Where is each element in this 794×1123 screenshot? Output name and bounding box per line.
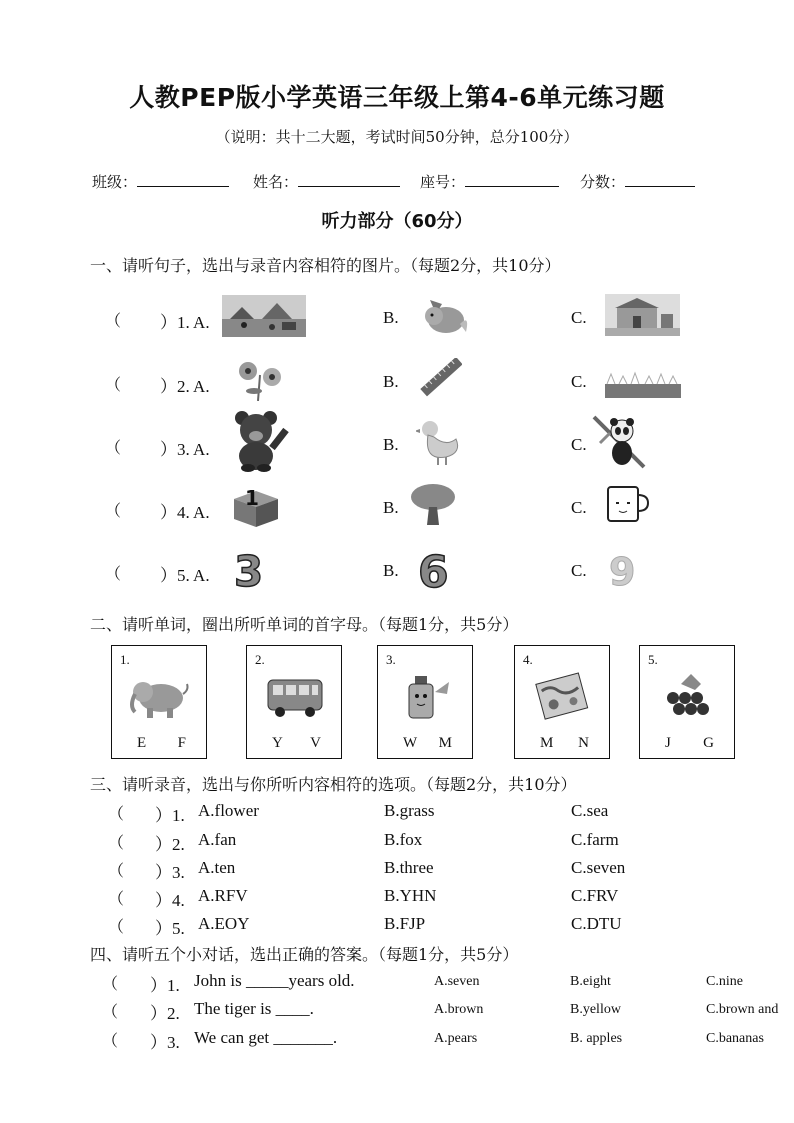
- letter-card[interactable]: [111, 645, 207, 759]
- answer-paren[interactable]: （: [108, 833, 125, 852]
- section2-title: 二、请听单词，圈出所听单词的首字母。（每题1分，共5分）: [90, 615, 519, 634]
- question-number: ）4. A.: [160, 503, 210, 522]
- section1-title: 一、请听句子，选出与录音内容相符的图片。（每题2分，共10分）: [90, 256, 561, 275]
- option-c-label: C.: [571, 308, 587, 327]
- letter-option-left[interactable]: E: [137, 735, 147, 751]
- page-subtitle: （说明：共十二大题，考试时间50分钟，总分100分）: [215, 128, 579, 146]
- option-b-label: B.: [383, 308, 399, 327]
- option-c-label: C.: [571, 435, 587, 454]
- flower-icon[interactable]: [232, 355, 288, 401]
- answer-paren[interactable]: （: [108, 889, 125, 908]
- option-c[interactable]: C.brown and: [706, 1002, 779, 1017]
- option-a[interactable]: A.pears: [434, 1031, 478, 1046]
- listening-section-heading: 听力部分（60分）: [321, 211, 473, 232]
- farm-picture-icon[interactable]: [222, 295, 306, 337]
- grass-icon[interactable]: [605, 370, 681, 398]
- elephant-icon: [129, 672, 191, 722]
- option-b[interactable]: B.fox: [384, 830, 423, 849]
- page-title: 人教PEP版小学英语三年级上第4-6单元练习题: [129, 83, 665, 112]
- water-bottle-icon: [395, 672, 457, 722]
- ruler-icon[interactable]: [418, 358, 462, 398]
- option-b[interactable]: B.FJP: [384, 914, 426, 933]
- fox-icon[interactable]: [420, 294, 470, 338]
- option-b-label: B.: [383, 372, 399, 391]
- class-label: 班级：: [92, 173, 138, 191]
- option-a[interactable]: A.fan: [198, 830, 237, 849]
- option-a[interactable]: A.EOY: [198, 914, 250, 933]
- answer-paren[interactable]: （: [105, 501, 122, 520]
- map-icon: [532, 672, 594, 722]
- option-c[interactable]: C.farm: [571, 830, 619, 849]
- option-c-label: C.: [571, 498, 587, 517]
- option-c[interactable]: C.DTU: [571, 914, 622, 933]
- answer-paren[interactable]: （: [102, 1002, 119, 1021]
- score-blank[interactable]: [625, 170, 695, 187]
- svg-text:6: 6: [418, 547, 449, 591]
- question-number: ）3.: [150, 1033, 180, 1052]
- answer-paren[interactable]: （: [105, 311, 122, 330]
- option-b[interactable]: B.grass: [384, 801, 435, 820]
- answer-paren[interactable]: （: [108, 917, 125, 936]
- letter-card[interactable]: [246, 645, 342, 759]
- question-number: ）3.: [155, 863, 185, 882]
- card-number: 1.: [120, 652, 130, 667]
- letter-option-left[interactable]: W: [403, 735, 418, 751]
- letter-card[interactable]: [639, 645, 735, 759]
- svg-text:3: 3: [234, 547, 264, 590]
- number-nine-icon[interactable]: [605, 547, 641, 589]
- option-b-label: B.: [383, 561, 399, 580]
- grapes-icon: [657, 672, 719, 722]
- option-b[interactable]: B.YHN: [384, 886, 437, 905]
- number-three-icon[interactable]: [232, 546, 264, 590]
- answer-paren[interactable]: （: [102, 1031, 119, 1050]
- option-c-label: C.: [571, 561, 587, 580]
- question-text: John is _____years old.: [194, 971, 355, 990]
- letter-option-left[interactable]: J: [665, 735, 671, 751]
- tree-icon[interactable]: [408, 481, 458, 527]
- name-blank[interactable]: [298, 170, 400, 187]
- class-blank[interactable]: [137, 170, 229, 187]
- duck-icon[interactable]: [416, 417, 462, 467]
- seat-blank[interactable]: [465, 170, 559, 187]
- question-number: ）1.: [150, 976, 180, 995]
- letter-option-right[interactable]: F: [177, 735, 186, 751]
- option-a[interactable]: A.RFV: [198, 886, 248, 905]
- section3-title: 三、请听录音，选出与你所听内容相符的选项。（每题2分，共10分）: [90, 775, 577, 794]
- option-b-label: B.: [383, 435, 399, 454]
- option-b[interactable]: B.yellow: [570, 1002, 621, 1017]
- option-b[interactable]: B.three: [384, 858, 434, 877]
- card-number: 3.: [386, 652, 396, 667]
- svg-text:1: 1: [245, 486, 259, 510]
- option-c-label: C.: [571, 372, 587, 391]
- section4-title: 四、请听五个小对话，选出正确的答案。（每题1分，共5分）: [90, 945, 519, 964]
- svg-text:9: 9: [609, 550, 636, 589]
- question-number: ）3. A.: [160, 440, 210, 459]
- number-six-icon[interactable]: [416, 545, 450, 591]
- option-a[interactable]: A.seven: [434, 974, 480, 989]
- bear-icon[interactable]: [228, 408, 290, 472]
- letter-option-right[interactable]: N: [578, 735, 589, 751]
- card-number: 5.: [648, 652, 658, 667]
- card-number: 4.: [523, 652, 533, 667]
- option-c[interactable]: C.FRV: [571, 886, 619, 905]
- option-c[interactable]: C.nine: [706, 974, 743, 989]
- option-b[interactable]: B. apples: [570, 1031, 623, 1046]
- letter-card[interactable]: [377, 645, 473, 759]
- name-field[interactable]: [253, 170, 400, 192]
- question-number: ）2.: [150, 1004, 180, 1023]
- question-text: The tiger is ____.: [194, 999, 314, 1018]
- answer-paren[interactable]: （: [108, 861, 125, 880]
- option-c[interactable]: C.seven: [571, 858, 626, 877]
- question-number: ）2. A.: [160, 377, 210, 396]
- option-c[interactable]: C.bananas: [706, 1031, 764, 1046]
- option-a[interactable]: A.ten: [198, 858, 236, 877]
- letter-option-left[interactable]: Y: [272, 735, 283, 751]
- option-c[interactable]: C.sea: [571, 801, 609, 820]
- name-label: 姓名：: [253, 173, 299, 191]
- question-text: We can get _______.: [194, 1028, 338, 1047]
- letter-card[interactable]: [514, 645, 610, 759]
- question-number: ）5. A.: [160, 566, 210, 585]
- answer-paren[interactable]: （: [108, 804, 125, 823]
- question-number: ）1. A.: [160, 313, 210, 332]
- option-b-label: B.: [383, 498, 399, 517]
- letter-option-right[interactable]: M: [438, 735, 452, 751]
- letter-option-right[interactable]: G: [703, 735, 714, 751]
- letter-option-left[interactable]: M: [540, 735, 554, 751]
- answer-paren[interactable]: （: [105, 375, 122, 394]
- seat-field[interactable]: [420, 170, 559, 192]
- letter-option-right[interactable]: V: [310, 735, 321, 751]
- score-field[interactable]: [580, 170, 695, 192]
- question-number: ）1.: [155, 806, 185, 825]
- question-number: ）4.: [155, 891, 185, 910]
- card-number: 2.: [255, 652, 265, 667]
- option-a[interactable]: A.brown: [434, 1002, 484, 1017]
- option-b[interactable]: B.eight: [570, 974, 611, 989]
- answer-paren[interactable]: （: [105, 564, 122, 583]
- panda-icon[interactable]: [590, 413, 648, 471]
- class-field[interactable]: [92, 170, 229, 192]
- box-one-icon[interactable]: [228, 481, 284, 529]
- bus-icon: [264, 672, 326, 722]
- answer-paren[interactable]: （: [102, 974, 119, 993]
- question-number: ）5.: [155, 919, 185, 938]
- seat-label: 座号：: [420, 173, 466, 191]
- cup-icon[interactable]: [606, 485, 652, 525]
- question-number: ）2.: [155, 835, 185, 854]
- score-label: 分数：: [580, 173, 626, 191]
- answer-paren[interactable]: （: [105, 438, 122, 457]
- school-picture-icon[interactable]: [605, 294, 680, 336]
- option-a[interactable]: A.flower: [198, 801, 259, 820]
